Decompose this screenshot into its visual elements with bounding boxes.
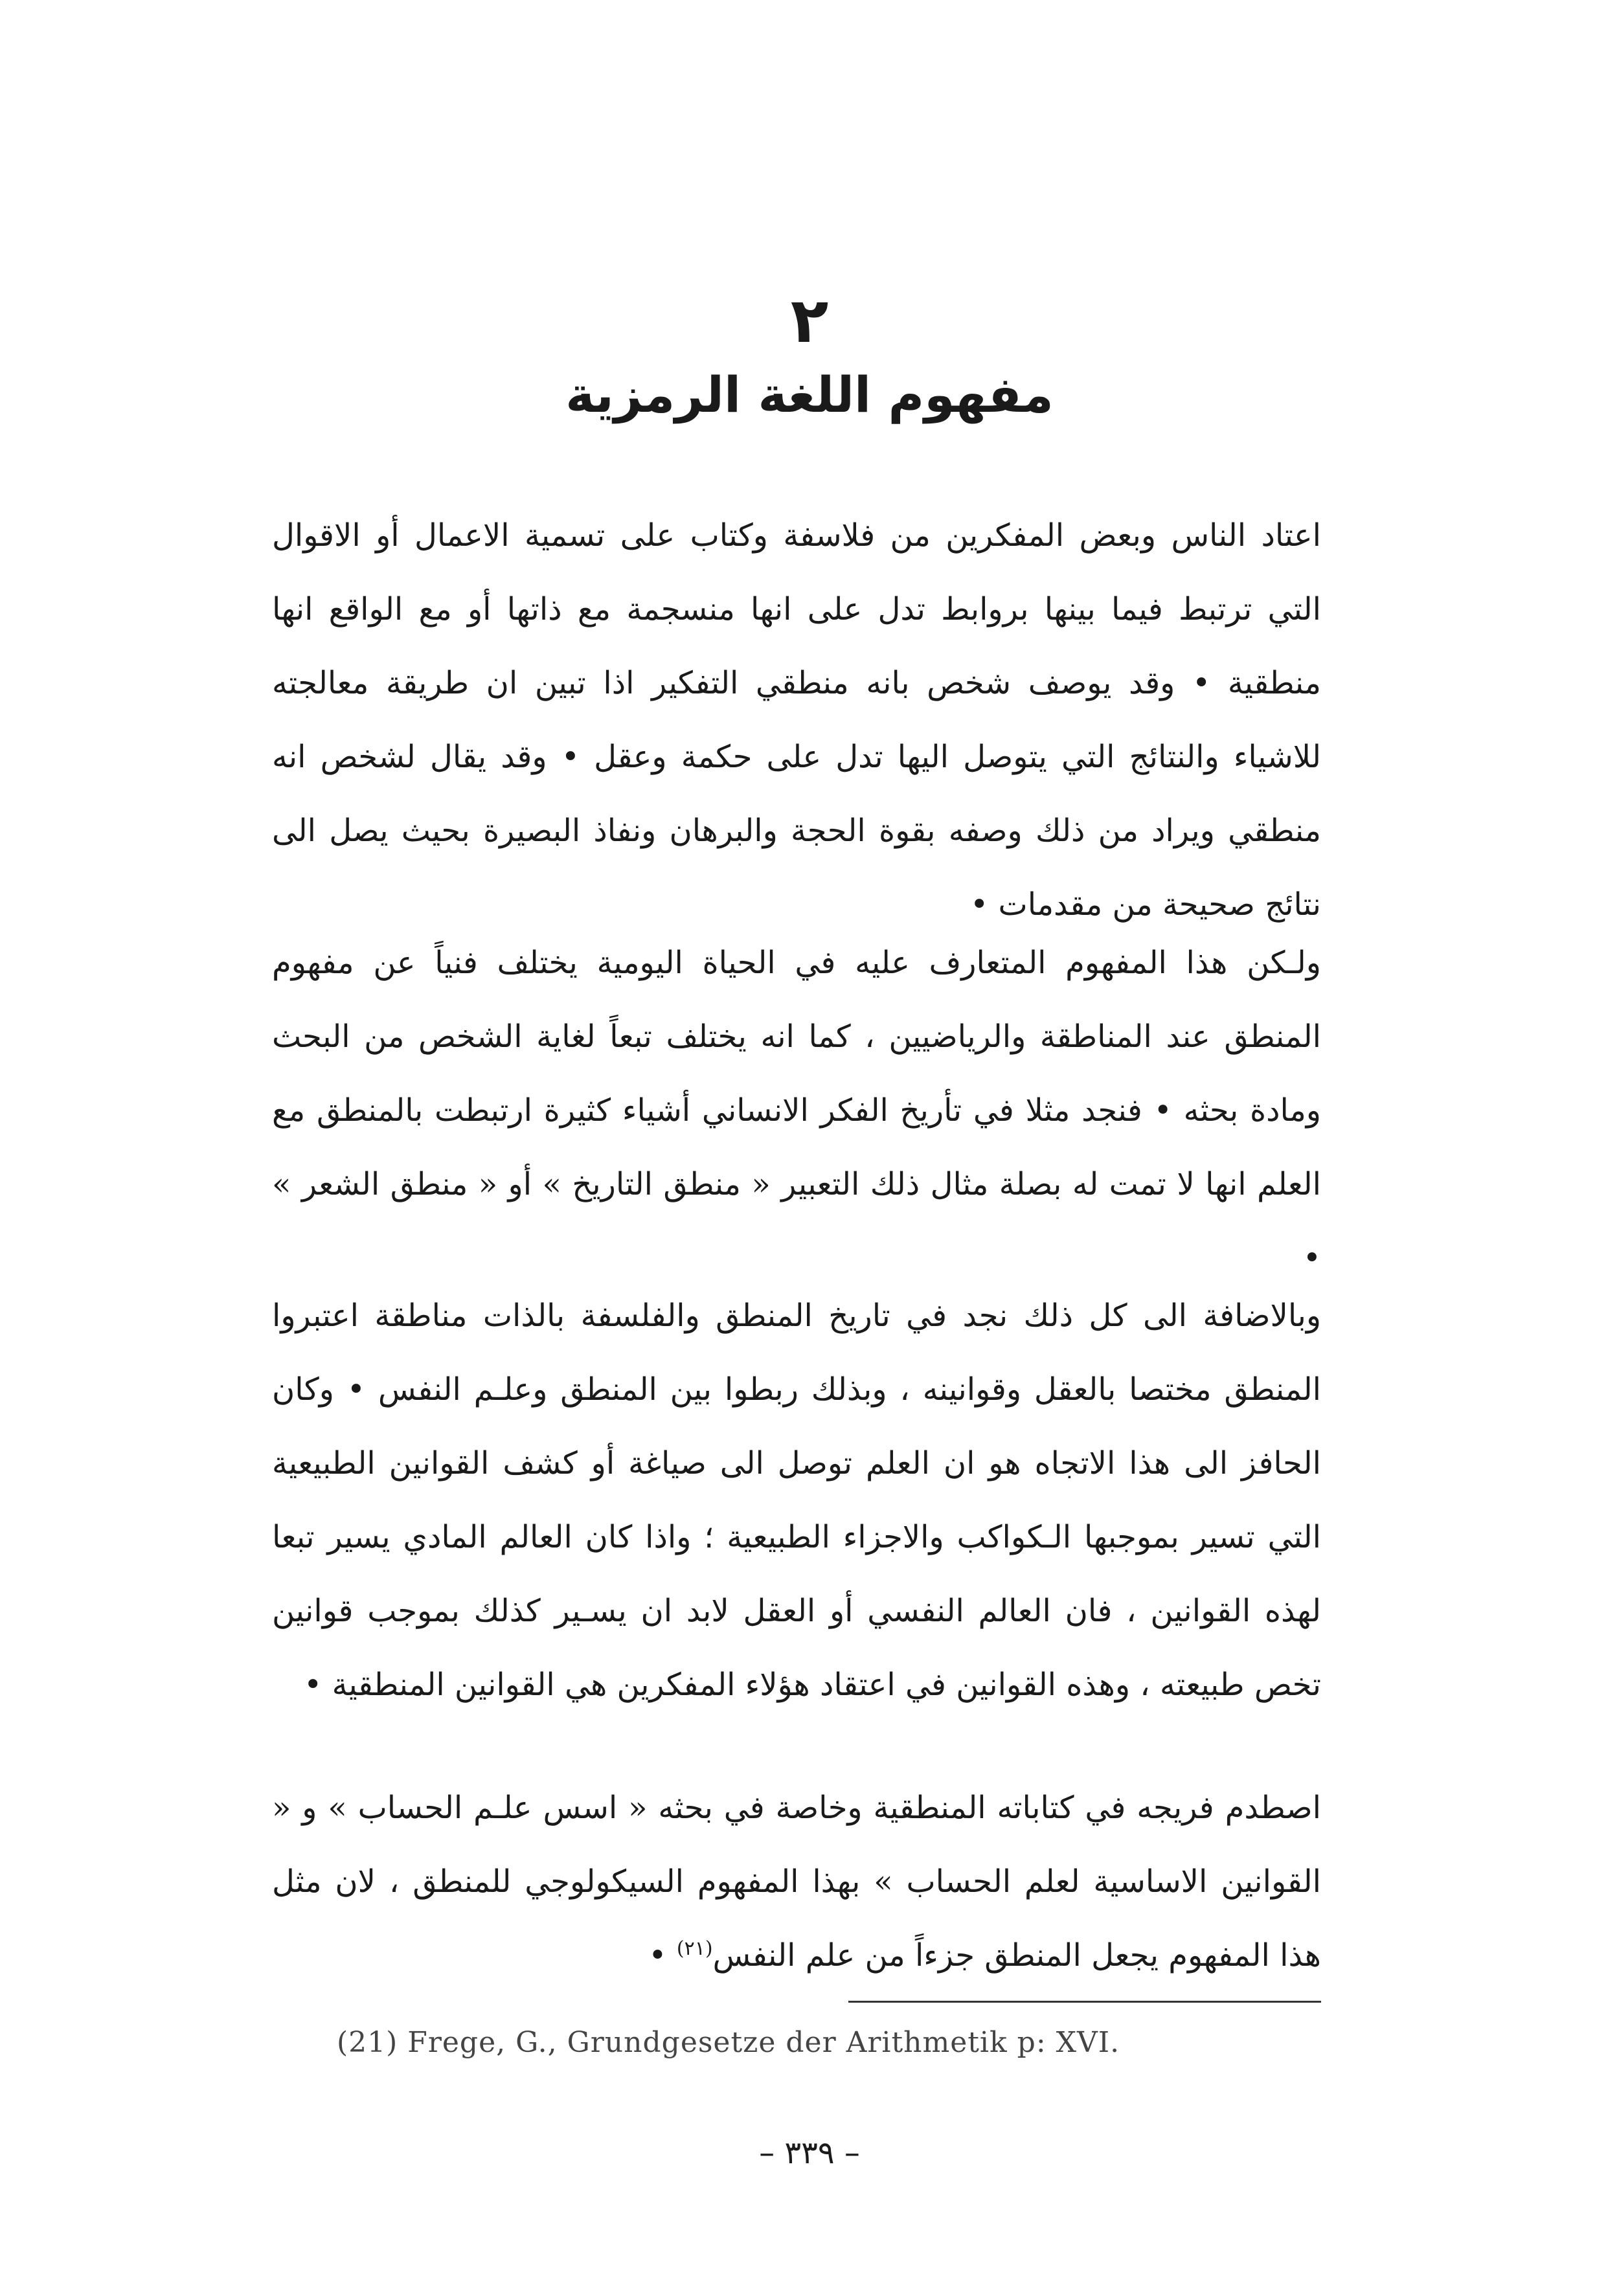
paragraph-text: اعتاد الناس وبعض المفكرين من فلاسفة وكتاب على تسمية الاعمال أو الاقوال التي ترتبط فيما بينها بروابط تدل على انها منسجمة مع ذاتها أو مع الواقع انها منطقية • وقد يوصف شخص بانه منطقي التفكير اذا تبين ان طريقة معالجته للاشياء والنتائج التي يتوصل اليها تدل على حكمة وعقل • وقد يقال لشخص انه منطقي ويراد من ذلك وصفه بقوة الحجة والبرهان ونفاذ البصيرة بحيث يصل الى نتائج صحيحة من مقدمات •: [272, 517, 1321, 923]
paragraph-text: [272, 1771, 1321, 1992]
paragraph-3: [272, 1279, 1321, 1722]
paragraph-2: [272, 926, 1321, 1295]
footnote: (21) Frege, G., Grundgesetze der Arithmetik p: XVI.: [337, 2026, 1120, 2059]
paragraph-text: وبالاضافة الى كل ذلك نجد في تاريخ المنطق والفلسفة بالذات مناطقة اعتبروا المنطق مختصا بالعقل وقوانينه ، وبذلك ربطوا بين المنطق وعلـم النفس • وكان الحافز الى هذا الاتجاه هو ان العلم توصل الى صياغة أو كشف القوانين الطبيعية التي تسير بموجبها الـكواكب والاجزاء الطبيعية ؛ واذا كان العالم المادي يسير تبعا لهذه القوانين ، فان العالم النفسي أو العقل لابد ان يسـير كذلك بموجب قوانين تخص طبيعته ، وهذه القوانين في اعتقاد هؤلاء المفكرين هي القوانين المنطقية •: [272, 1298, 1321, 1703]
paragraph-4: [272, 1771, 1321, 1992]
paragraph-end-mark: •: [648, 1937, 667, 1974]
page-number: – ٣٣٩ –: [759, 2135, 860, 2171]
footnote-marker[interactable]: (٢١): [676, 1937, 713, 1960]
chapter-number: ٢: [790, 284, 829, 357]
footnote-divider: [848, 2001, 1321, 2003]
paragraph-text-body: اصطدم فريجه في كتاباته المنطقية وخاصة في بحثه « اسس علـم الحساب » و « القوانين الاساسية لعلم الحساب » بهذا المفهوم السيكولوجي للمنطق ، لان مثل هذا المفهوم يجعل المنطق جزءاً من علم النفس: [272, 1790, 1321, 1974]
chapter-title: مفهوم اللغة الرمزية: [565, 366, 1054, 423]
paragraph-1: [272, 499, 1321, 941]
paragraph-text: ولـكن هذا المفهوم المتعارف عليه في الحياة اليومية يختلف فنياً عن مفهوم المنطق عند المناطقة والرياضيين ، كما انه يختلف تبعاً لغاية الشخص من البحث ومادة بحثه • فنجد مثلا في تأريخ الفكر الانساني أشياء كثيرة ارتبطت بالمنطق مع العلم انها لا تمت له بصلة مثال ذلك التعبير « منطق التاريخ » أو « منطق الشعر » •: [272, 945, 1321, 1276]
